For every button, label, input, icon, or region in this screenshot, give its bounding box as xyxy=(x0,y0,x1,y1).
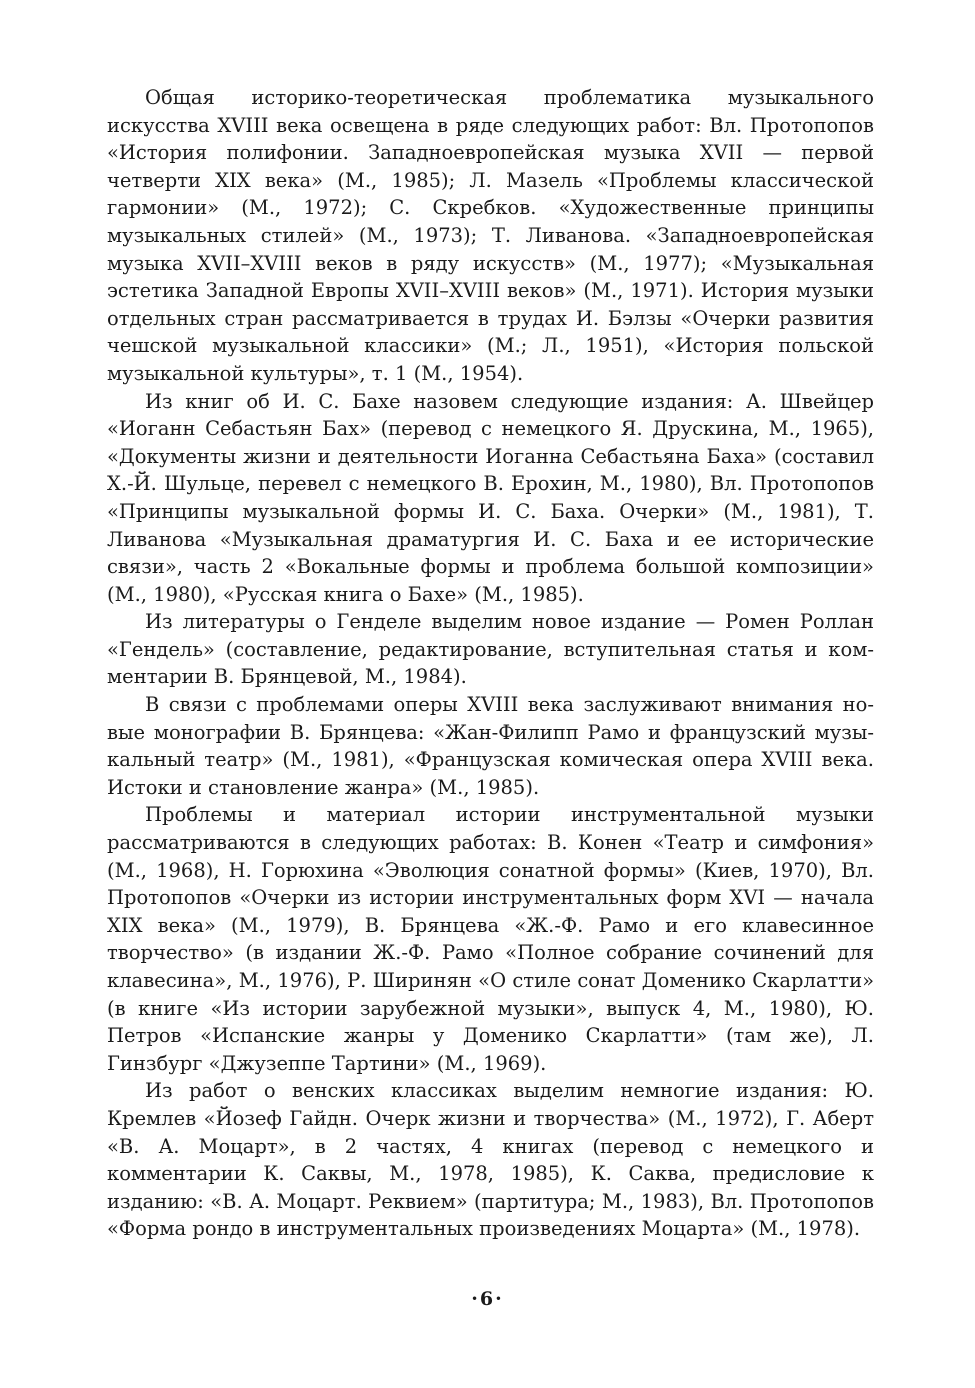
page-number: ·6· xyxy=(471,1288,504,1310)
paragraph-viennese-classics: Из работ о венских классиках выделим немногие издания: Ю. Кремлев «Йозеф Гайдн. Очерк жизни и творчества» (М., 1972), Г. Аберт «В. А. Моцарт», в 2 частях, 4 книгах (перевод с немецкого и комментарии К. Саквы, М., 1978, 1985), К. Саква, предисловие к изданию: «В. А. Моцарт. Реквием» (партитура; М., 1983), Вл. Протопопов «Форма рондо в инструментальных произведениях Моцарта» (М., 1978). xyxy=(107,1079,874,1241)
page-body xyxy=(107,84,874,1243)
paragraph-handel: Из литературы о Генделе выделим новое издание — Ромен Роллан «Гендель» (составление, редактирование, вступительная статья и комментарии В. Брянцевой, М., 1984). xyxy=(107,610,874,689)
paragraph-instrumental-music: Проблемы и материал истории инструментальной музыки рассматриваются в следующих работах: В. Конен «Театр и симфония» (М., 1968), Н. Горюхина «Эволюция сонатной формы» (Киев, 1970), Вл. Протопопов «Очерки из истории инструментальных форм XVI — начала XIX века» (М., 1979), В. Брянцева «Ж.-Ф. Рамо и его клавесинное творчество» (в издании Ж.-Ф. Рамо «Полное собрание сочинений для клавесина», М., 1976), Р. Ширинян «О стиле сонат Доменико Скарлатти» (в книге «Из истории зарубежной музыки», выпуск 4, М., 1980), Ю. Петров «Испанские жанры у Доменико Скарлатти» (там же), Л. Гинзбург «Джузеппе Тартини» (М., 1969). xyxy=(107,803,874,1075)
paragraph-opera: В связи с проблемами оперы XVIII века заслуживают внимания новые монографии В. Брянцева: «Жан-Филипп Рамо и французский музыкальный театр» (М., 1981), «Французская комическая опера XVIII века. Истоки и становление жанра» (М., 1985). xyxy=(107,693,874,799)
paragraph-general-works: Общая историко-теоретическая проблематика музыкального искусства XVIII века освещена в ряде следующих работ: Вл. Протопопов «История полифонии. Западноевропейская музыка XVII — первой четверти XIX века» (М., 1985); Л. Мазель «Проблемы классической гармонии» (М., 1972); С. Скребков. «Художественные принципы музыкальных стилей» (М., 1973); Т. Ливанова. «Западноевропейская музыка XVII–XVIII веков в ряду искусств» (М., 1977); «Музыкальная эстетика Западной Европы XVII–XVIII веков» (М., 1971). История музыки отдельных стран рассматривается в трудах И. Бэлзы «Очерки развития чешской музыкальной классики» (М.; Л., 1951), «История польской музыкальной культуры», т. 1 (М., 1954). xyxy=(107,86,874,385)
paragraph-bach: Из книг об И. С. Бахе назовем следующие издания: А. Швейцер «Иоганн Себастьян Бах» (перевод с немецкого Я. Друскина, М., 1965), «Документы жизни и деятельности Иоганна Себастьяна Баха» (составил Х.-Й. Шульце, перевел с немецкого В. Ерохин, М., 1980), Вл. Протопопов «Принципы музыкальной формы И. С. Баха. Очерки» (М., 1981), Т. Ливанова «Музыкальная драматургия И. С. Баха и ее исторические связи», часть 2 «Вокальные формы и проблема большой композиции» (М., 1980), «Русская книга о Бахе» (М., 1985). xyxy=(107,389,874,606)
